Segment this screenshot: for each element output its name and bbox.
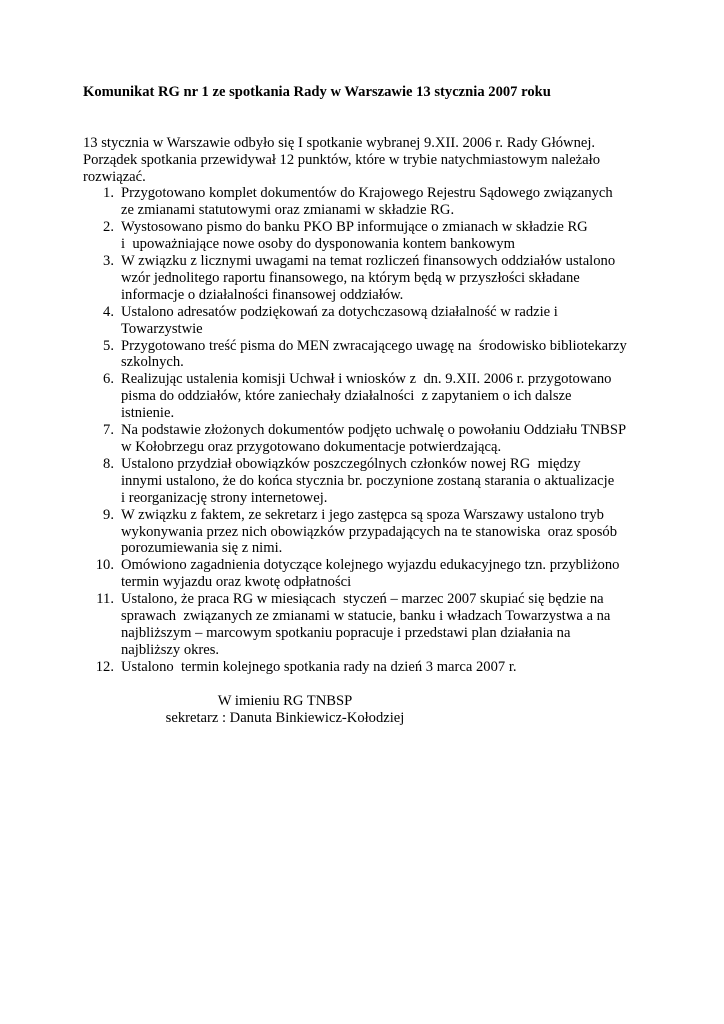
list-item [83, 304, 639, 338]
intro-paragraph [83, 135, 639, 186]
list-item-number: 5. [103, 337, 114, 354]
intro-line: Porządek spotkania przewidywał 12 punktów, które w trybie natychmiastowym należało [83, 151, 600, 168]
list-item-line: i reorganizację strony internetowej. [121, 489, 328, 506]
closing-org-line: W imieniu RG TNBSP [217, 692, 353, 709]
list-item-number: 10. [95, 557, 114, 574]
list-item-line: najbliższym – marcowym spotkaniu popracuje i przedstawi plan działania na [121, 624, 571, 641]
list-item-line: termin wyjazdu oraz kwotę odpłatności [121, 574, 352, 591]
list-item-line: istnienie. [121, 405, 175, 422]
intro-line: rozwiązać. [83, 168, 146, 185]
intro-line: 13 stycznia w Warszawie odbyło się I spotkanie wybranej 9.XII. 2006 r. Rady Głównej. [83, 134, 596, 151]
list-item-line: wykonywania przez nich obowiązków przypadających na te stanowiska oraz sposób [121, 523, 618, 540]
list-item-line: W związku z faktem, ze sekretarz i jego zastępca są spoza Warszawy ustalono tryb [121, 506, 604, 523]
closing-secretary-line: sekretarz : Danuta Binkiewicz-Kołodziej [165, 709, 405, 726]
list-item-number: 11. [96, 591, 114, 608]
list-item [83, 456, 639, 507]
list-item-text [121, 304, 639, 338]
list-item-text [121, 422, 639, 456]
list-item [83, 557, 639, 591]
list-item-line: ze zmianami statutowymi oraz zmianami w składzie RG. [121, 202, 455, 219]
list-item-line: Wystosowano pismo do banku PKO BP informujące o zmianach w składzie RG [121, 219, 588, 236]
list-item-line: w Kołobrzegu oraz przygotowano dokumentacje potwierdzającą. [121, 439, 502, 456]
list-item-line: Ustalono przydział obowiązków poszczególnych członków nowej RG między [121, 455, 581, 472]
list-item-text [121, 456, 639, 507]
list-item-number: 3. [103, 253, 114, 270]
list-item-line: Omówiono zagadnienia dotyczące kolejnego wyjazdu edukacyjnego tzn. przybliżono [121, 557, 620, 574]
list-item-number: 8. [103, 455, 114, 472]
list-item-line: Na podstawie złożonych dokumentów podjęto uchwalę o powołaniu Oddziału TNBSP [121, 422, 627, 439]
list-item [83, 253, 639, 304]
list-item-line: Towarzystwie [121, 320, 203, 337]
list-item [83, 591, 639, 659]
list-item-line: porozumiewania się z nimi. [121, 540, 283, 557]
list-item-line: Przygotowano treść pisma do MEN zwracającego uwagę na środowisko bibliotekarzy [121, 337, 627, 354]
list-item [83, 422, 639, 456]
document-title: Komunikat RG nr 1 ze spotkania Rady w Warszawie 13 stycznia 2007 roku [83, 84, 551, 100]
list-item-line: Realizując ustalenia komisji Uchwał i wniosków z dn. 9.XII. 2006 r. przygotowano [121, 371, 612, 388]
list-item-line: wzór jednolitego raportu finansowego, na którym będą w przyszłości składane [121, 269, 580, 286]
list-item-text [121, 591, 639, 659]
list-item-text [121, 371, 639, 422]
list-item-line: innymi ustalono, że do końca stycznia br. poczynione zostaną starania o aktualizacje [121, 472, 615, 489]
list-item [83, 185, 639, 219]
list-item-line: najbliższy okres. [121, 641, 220, 658]
list-item-line: Ustalono termin kolejnego spotkania rady na dzień 3 marca 2007 r. [121, 658, 517, 675]
list-item-number: 2. [103, 219, 114, 236]
list-item [83, 371, 639, 422]
list-item-text [121, 185, 639, 219]
list-item-number: 12. [95, 658, 114, 675]
list-item-line: Przygotowano komplet dokumentów do Krajowego Rejestru Sądowego związanych [121, 185, 613, 202]
list-item-number: 4. [103, 303, 114, 320]
list-item-line: pisma do oddziałów, które zaniechały działalności z zapytaniem o ich dalsze [121, 388, 572, 405]
list-item-number: 6. [103, 371, 114, 388]
list-item-line: W związku z licznymi uwagami na temat rozliczeń finansowych oddziałów ustalono [121, 253, 616, 270]
list-item-number: 7. [103, 422, 114, 439]
list-item [83, 338, 639, 372]
list-item [83, 659, 639, 676]
list-item-text [121, 338, 639, 372]
list-item-line: sprawach związanych ze zmianami w statucie, banku i władzach Towarzystwa a na [121, 608, 611, 625]
list-item [83, 507, 639, 558]
list-item-text [121, 253, 639, 304]
list-item-text [121, 557, 639, 591]
list-item-text [121, 219, 639, 253]
list-item-line: szkolnych. [121, 354, 184, 371]
agenda-list [83, 185, 639, 675]
list-item-line: Ustalono adresatów podziękowań za dotychczasową działalność w radzie i [121, 303, 558, 320]
list-item-text [121, 659, 639, 676]
list-item [83, 219, 639, 253]
list-item-text [121, 507, 639, 558]
list-item-line: informacje o działalności finansowej oddziałów. [121, 286, 404, 303]
list-item-number: 9. [103, 506, 114, 523]
closing-block [83, 693, 487, 727]
list-item-line: i upoważniające nowe osoby do dysponowania kontem bankowym [121, 236, 515, 253]
list-item-number: 1. [103, 185, 114, 202]
list-item-line: Ustalono, że praca RG w miesiącach styczeń – marzec 2007 skupiać się będzie na [121, 591, 604, 608]
